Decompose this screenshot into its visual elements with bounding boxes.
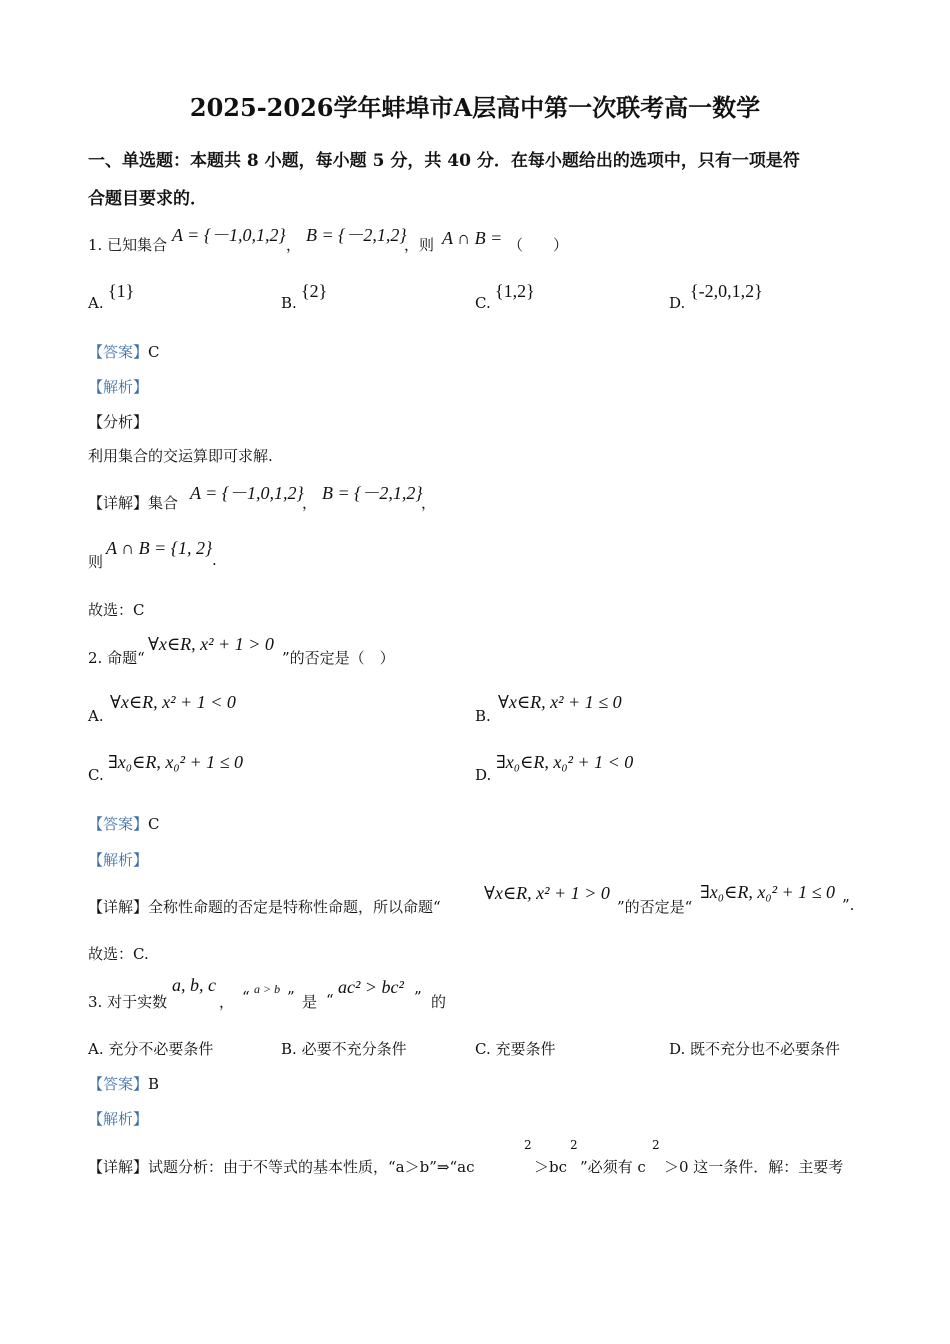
q1-period: . [212,551,217,569]
section-heading-line1: 一、单选题：本题共 8 小题，每小题 5 分，共 40 分．在每小题给出的选项中，只有一项是符 [88,151,800,171]
q1-then2: 则 [88,553,104,571]
q3-option-c-label: C. [475,1040,491,1058]
q2-option-c-value: ∃x₀∈R, x₀² + 1 ≤ 0 [108,752,243,772]
q3-answer: B [148,1075,160,1093]
q2-detail-neg: ∃x₀∈R, x₀² + 1 ≤ 0 [700,882,835,902]
q3-option-b-label: B. [281,1040,297,1058]
q2-choose: 故选：C. [88,945,149,963]
q1-paren: （ ） [508,236,569,254]
q3-cond2: ac² > bc² [338,977,404,997]
q1-detail-comma2: ， [421,494,437,512]
q1-setA: A = {－1,0,1,2} [172,225,286,245]
q3-cond: a > b [254,982,281,996]
q3-detail-end: ＞0 这一条件．解：主要考 [664,1158,844,1176]
q1-option-d-value: {-2,0,1,2} [690,281,763,301]
q1-detail-setA: A = {－1,0,1,2} [190,483,304,503]
q3-prefix: 3. 对于实数 [88,993,168,1011]
q1-fenxi-text: 利用集合的交运算即可求解. [88,447,273,465]
q3-quote-close2: ” [414,988,422,1006]
q3-detail-mid2: ”必须有 c [580,1158,646,1176]
q3-detail-tag: 【详解】 [88,1158,149,1176]
q1-comma: ， [286,236,302,254]
q1-detail-line [88,492,178,513]
q3-vars: a, b, c [172,975,216,995]
q1-answer-line [88,341,160,362]
q3-comma: ， [219,993,235,1011]
q1-detail-comma: ， [302,494,318,512]
q1-detail-prefix: 集合 [148,494,179,512]
page-title: 2025-2026学年蚌埠市A层高中第一次联考高一数学 [189,93,761,122]
q2-option-a-value: ∀x∈R, x² + 1 < 0 [110,692,236,712]
q3-sup-3: 2 [652,1138,660,1152]
q1-option-d-label: D. [669,294,686,312]
q2-suffix: ”的否定是（ ） [282,649,395,667]
q1-prefix: 1. 已知集合 [88,236,168,254]
q1-option-a-value: {1} [108,281,135,301]
q3-is: 是 [302,993,318,1011]
q3-option-c-value: 充要条件 [495,1040,556,1058]
q2-answer: C [148,815,160,833]
q1-answer-tag: 【答案】 [88,343,149,361]
q1-fenxi-tag: 【分析】 [88,413,149,431]
q1-setB: B = {－2,1,2} [306,225,407,245]
q3-analysis-tag: 【解析】 [88,1110,149,1128]
q2-detail-prop: ∀x∈R, x² + 1 > 0 [484,883,610,903]
q1-detail-tag: 【详解】 [88,494,149,512]
q1-option-a-label: A. [88,294,104,312]
q2-detail-tag: 【详解】 [88,898,149,916]
q2-option-a-label: A. [88,707,104,725]
q3-answer-tag: 【答案】 [88,1075,149,1093]
q2-analysis-tag: 【解析】 [88,851,149,869]
q2-option-b-label: B. [475,707,491,725]
q2-prop: ∀x∈R, x² + 1 > 0 [148,634,274,654]
q2-option-d-label: D. [475,766,492,784]
q3-option-d [669,1038,840,1059]
q1-detail-setB: B = {－2,1,2} [322,483,423,503]
q2-detail-end: ”. [842,896,855,914]
q1-answer: C [148,343,160,361]
q3-option-d-label: D. [669,1040,686,1058]
q3-option-a-label: A. [88,1040,104,1058]
q2-detail-mid: ”的否定是“ [617,898,693,916]
q2-detail-text: 全称性命题的否定是特称性命题，所以命题“ [148,898,441,916]
q3-option-b [281,1038,407,1059]
q3-option-a-value: 充分不必要条件 [108,1040,214,1058]
q1-option-b-label: B. [281,294,297,312]
q3-detail-mid: ＞bc [534,1158,568,1176]
q2-answer-line [88,813,160,834]
q3-detail-text: 试题分析：由于不等式的基本性质，“a＞b”⇒“ac [148,1158,475,1176]
q2-option-d-value: ∃x₀∈R, x₀² + 1 < 0 [496,752,634,772]
q3-option-c [475,1038,556,1059]
q3-answer-line [88,1073,159,1094]
q3-quote-open: “ [242,988,250,1006]
q3-detail-line [88,1156,474,1177]
q3-sup-2: 2 [570,1138,578,1152]
q3-option-b-value: 必要不充分条件 [301,1040,407,1058]
q1-expr: A ∩ B = [442,228,503,248]
q2-detail-line [88,896,441,917]
q2-answer-tag: 【答案】 [88,815,149,833]
q1-choose: 故选：C [88,601,145,619]
q2-option-c-label: C. [88,766,104,784]
q1-option-b-value: {2} [301,281,328,301]
q2-option-b-value: ∀x∈R, x² + 1 ≤ 0 [498,692,622,712]
q1-then: ，则 [404,236,435,254]
q2-prefix: 2. 命题“ [88,649,145,667]
q1-result-expr: A ∩ B = {1, 2} [106,538,213,558]
q3-quote-open2: “ [326,991,334,1009]
q1-option-c-value: {1,2} [495,281,535,301]
q3-sup-1: 2 [524,1138,532,1152]
q1-analysis-tag: 【解析】 [88,378,149,396]
q3-option-a [88,1038,213,1059]
section-heading-line2: 合题目要求的． [88,189,207,209]
q1-option-c-label: C. [475,294,491,312]
q3-de: 的 [431,993,447,1011]
q3-quote-close: ” [287,988,295,1006]
q3-option-d-value: 既不充分也不必要条件 [690,1040,841,1058]
